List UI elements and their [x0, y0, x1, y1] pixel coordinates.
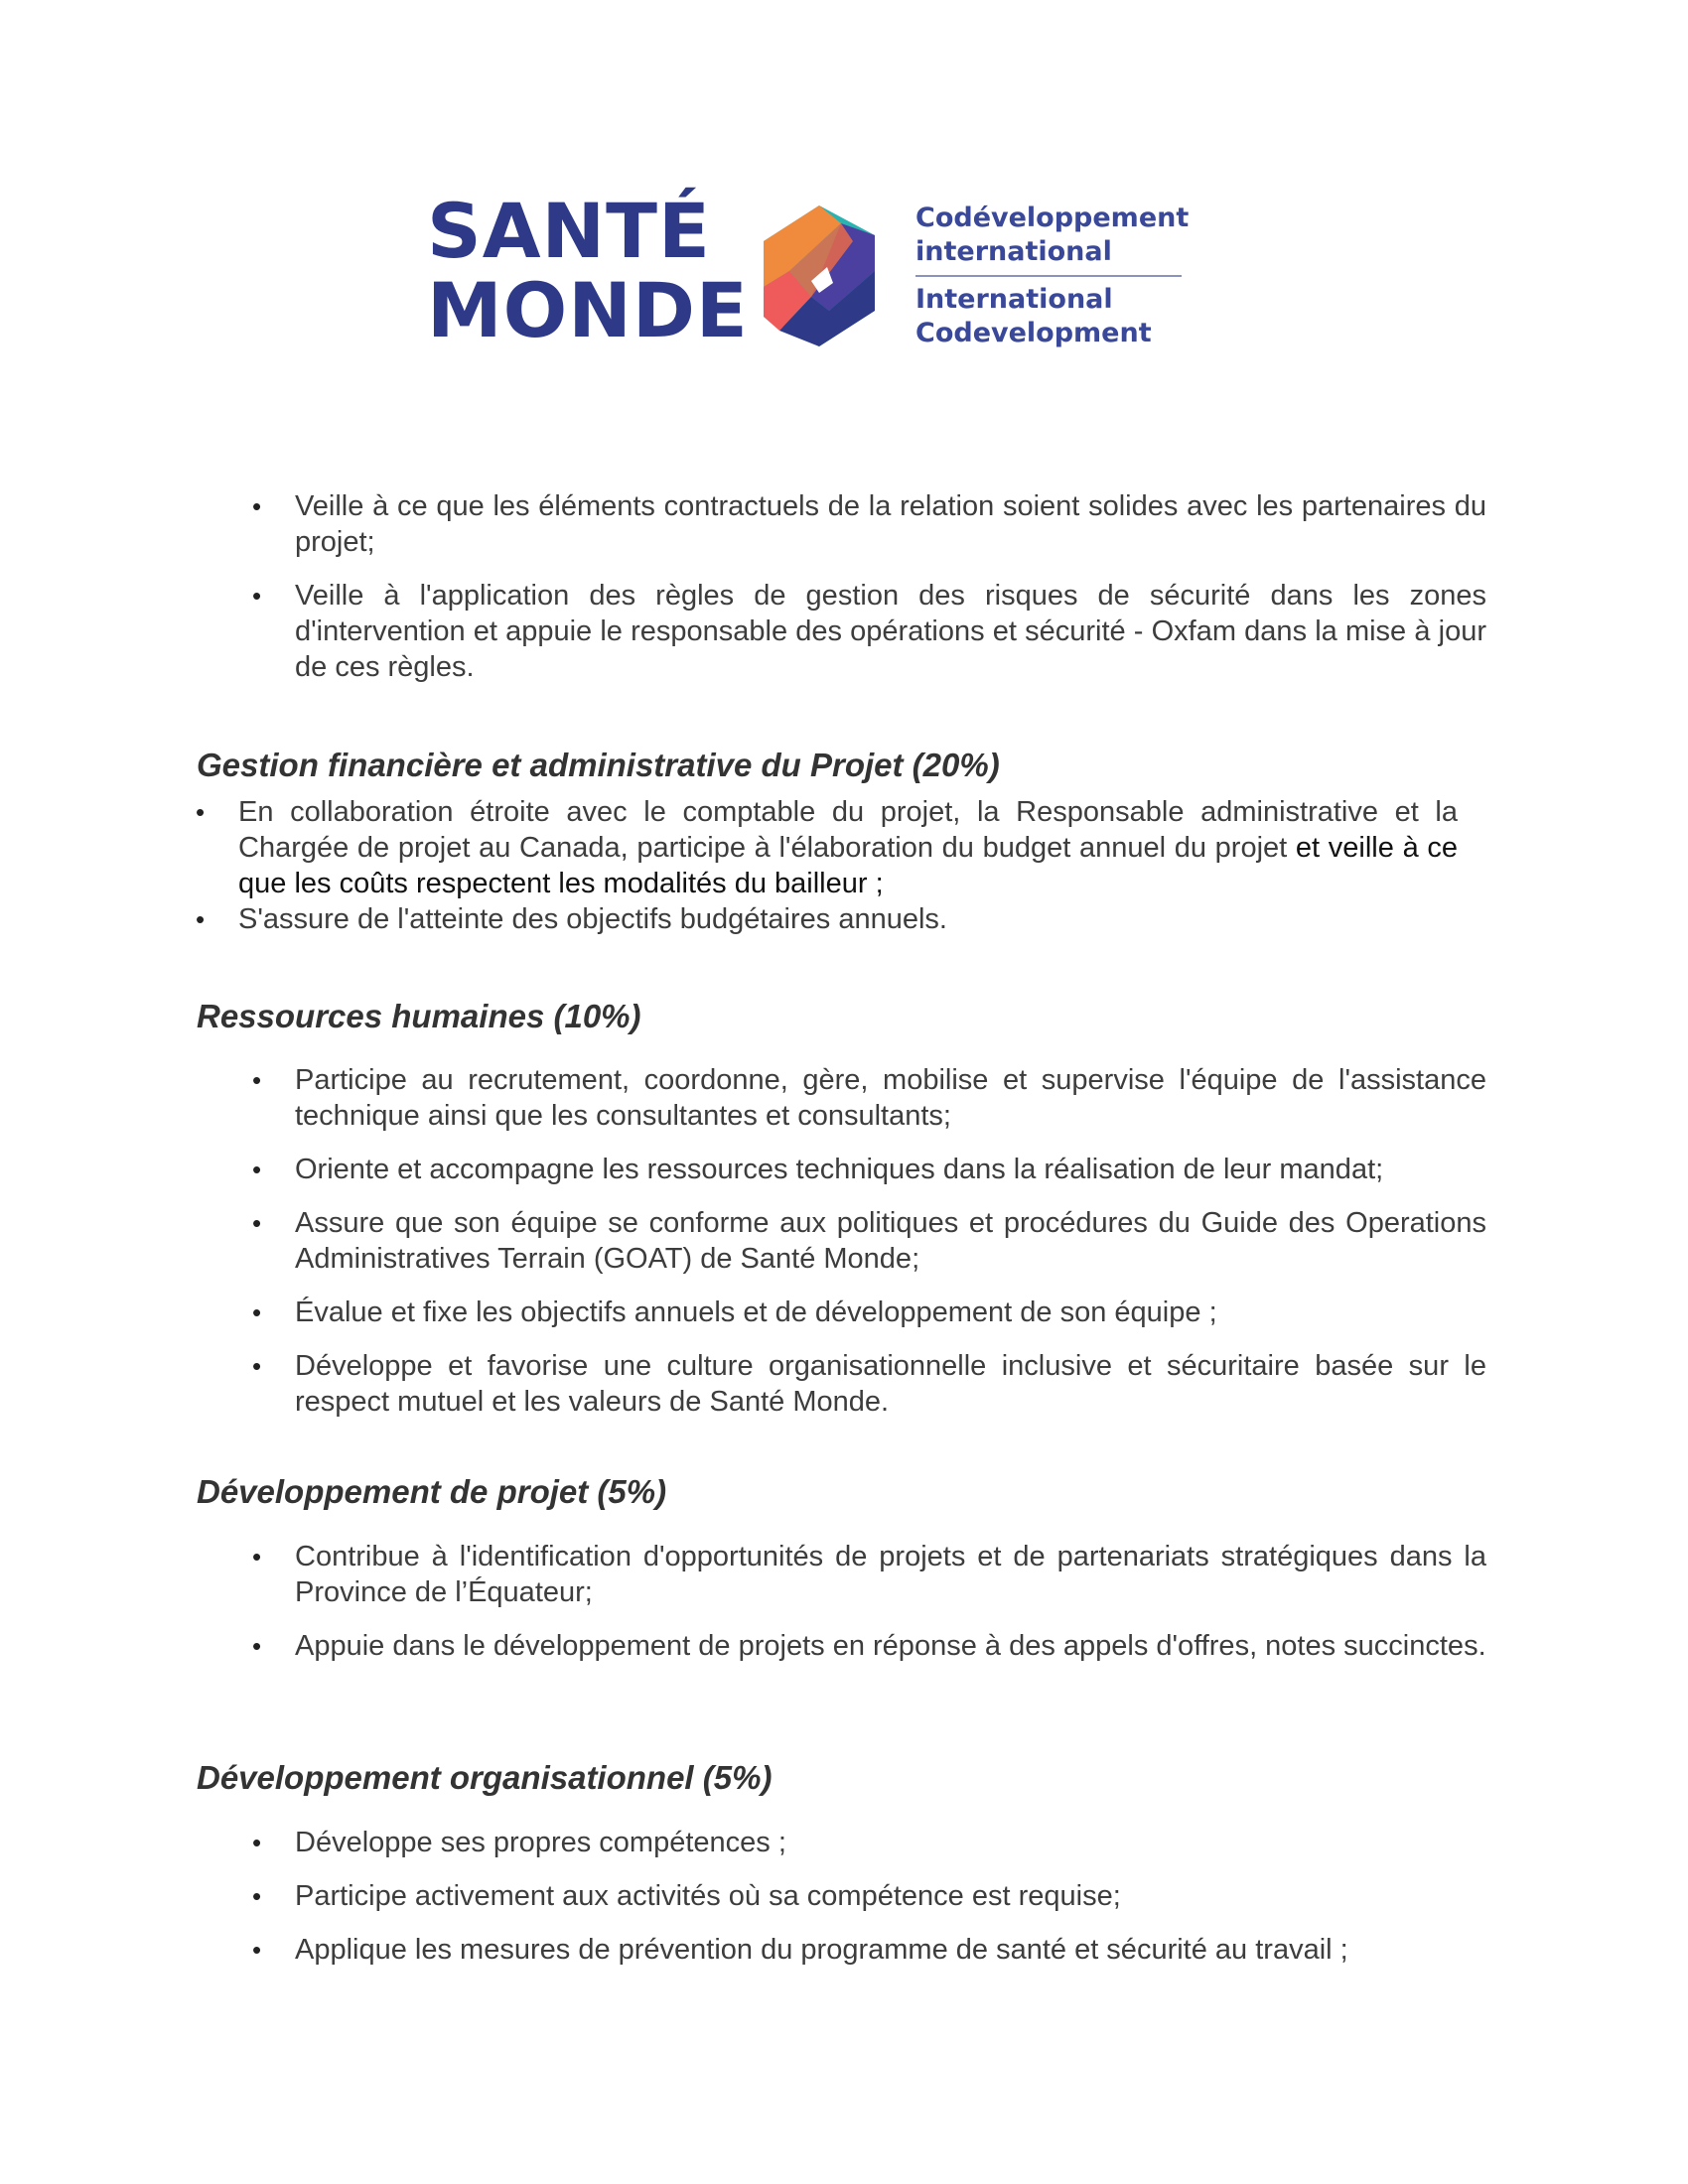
list-item: • Veille à ce que les éléments contractuels de la relation soient solides avec les partenaires du projet;	[252, 490, 1486, 558]
bullet-icon: •	[196, 904, 206, 934]
tagline-fr-line1: Codéveloppement	[915, 203, 1190, 233]
org-dev-bullet-list	[252, 1825, 1486, 1985]
finance-bullet-list	[196, 794, 1459, 937]
bullet-icon: •	[252, 581, 262, 611]
list-item: • S'assure de l'atteinte des objectifs budgétaires annuels.	[196, 903, 947, 935]
bullet-icon: •	[252, 1351, 262, 1381]
logo-name-line2: MONDE	[427, 266, 749, 354]
section-title-hr: Ressources humaines (10%)	[197, 998, 641, 1034]
bullet-icon: •	[252, 1828, 262, 1857]
bullet-icon: •	[252, 491, 262, 521]
list-item: • Évalue et fixe les objectifs annuels et de développement de son équipe ;	[252, 1297, 1217, 1328]
tagline-en-line1: International	[915, 284, 1113, 315]
logo-tagline	[915, 202, 1190, 350]
bullet-icon: •	[196, 797, 206, 827]
tagline-en-line2: Codevelopment	[915, 318, 1152, 348]
list-item: • Veille à l'application des règles de gestion des risques de sécurité dans les zones d'intervention et appuie le responsable des opérations et sécurité - Oxfam dans la mise à jour de ces règles.	[252, 580, 1486, 683]
bullet-icon: •	[252, 1065, 262, 1095]
list-item: • Participe activement aux activités où sa compétence est requise;	[252, 1880, 1121, 1912]
list-item: • Participe au recrutement, coordonne, gère, mobilise et supervise l'équipe de l'assistance technique ainsi que les consultantes et consultants;	[252, 1064, 1486, 1132]
bullet-icon: •	[252, 1155, 262, 1184]
sante-monde-logo	[427, 187, 1190, 357]
tagline-divider	[915, 275, 1182, 277]
list-item: • Développe et favorise une culture organisationnelle inclusive et sécuritaire basée sur le respect mutuel et les valeurs de Santé Monde.	[252, 1350, 1486, 1418]
logo-emblem-icon	[750, 202, 889, 350]
bullet-icon: •	[252, 1542, 262, 1571]
bullet-icon: •	[252, 1881, 262, 1911]
logo-name-line1: SANTÉ	[427, 187, 711, 275]
list-item: • Applique les mesures de prévention du programme de santé et sécurité au travail ;	[252, 1934, 1348, 1966]
section-title-project-dev: Développement de projet (5%)	[197, 1473, 667, 1510]
tagline-fr-line2: international	[915, 236, 1112, 267]
bullet-icon: •	[252, 1208, 262, 1238]
list-item: • Assure que son équipe se conforme aux politiques et procédures du Guide des Operations Administratives Terrain (GOAT) de Santé Monde;	[252, 1207, 1486, 1275]
list-item: • Appuie dans le développement de projets en réponse à des appels d'offres, notes succinctes.	[252, 1630, 1486, 1662]
bullet-icon: •	[252, 1297, 262, 1327]
list-item: • Oriente et accompagne les ressources techniques dans la réalisation de leur mandat;	[252, 1154, 1384, 1185]
list-item: • En collaboration étroite avec le comptable du projet, la Responsable administrative et la Chargée de projet au Canada, participe à l'élaboration du budget annuel du projet et veille à ce que les coûts respectent les modalités du bailleur ;	[196, 796, 1459, 899]
hr-bullet-list	[252, 1062, 1486, 1437]
intro-bullet-list	[252, 488, 1486, 703]
section-title-org-dev: Développement organisationnel (5%)	[197, 1759, 773, 1796]
list-item: • Développe ses propres compétences ;	[252, 1827, 786, 1858]
bullet-icon: •	[252, 1631, 262, 1661]
bullet-icon: •	[252, 1935, 262, 1965]
project-dev-bullet-list	[252, 1539, 1486, 1682]
list-item: • Contribue à l'identification d'opportunités de projets et de partenariats stratégiques dans la Province de l’Équateur;	[252, 1541, 1486, 1608]
section-title-finance: Gestion financière et administrative du Projet (20%)	[197, 747, 1000, 783]
logo-wordmark	[427, 187, 749, 354]
